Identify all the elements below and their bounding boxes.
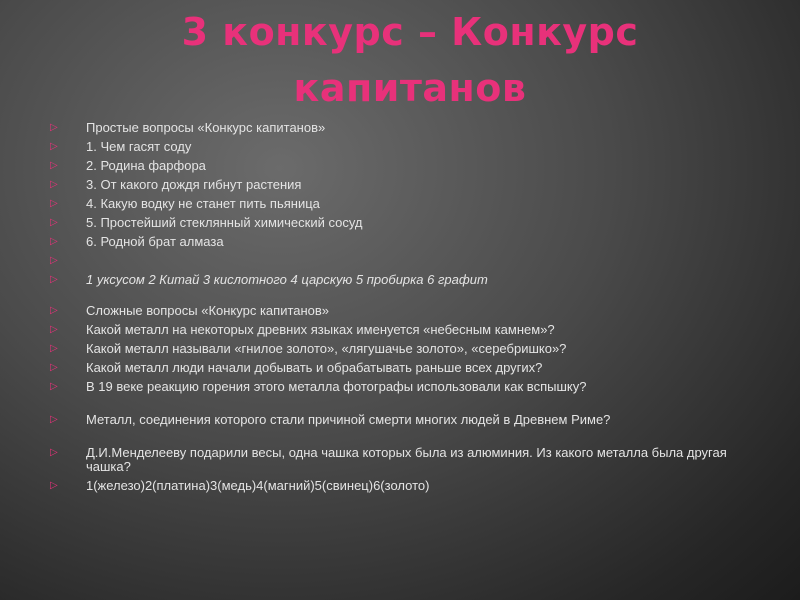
item-text: В 19 веке реакцию горения этого металла фотографы использовали как вспышку? [86,379,587,394]
triangle-bullet-icon: ▷ [50,274,58,285]
item-text: Какой металл на некоторых древних языках именуется «небесным камнем»? [86,322,555,337]
answers-simple-text: 1 уксусом 2 Китай 3 кислотного 4 царскую 5 пробирка 6 графит [86,272,488,287]
list-item-empty [48,254,738,273]
list-item [48,178,738,197]
triangle-bullet-icon: ▷ [50,480,58,491]
triangle-bullet-icon: ▷ [50,305,58,316]
list-item [48,235,738,254]
item-text: Какой металл называли «гнилое золото», «лягушачье золото», «серебришко»? [86,341,567,356]
triangle-bullet-icon: ▷ [50,255,58,266]
list-item [48,323,738,342]
item-text: Металл, соединения которого стали причиной смерти многих людей в Древнем Риме? [86,412,611,427]
triangle-bullet-icon: ▷ [50,362,58,373]
list-item [48,304,738,323]
triangle-bullet-icon: ▷ [50,141,58,152]
item-text: Простые вопросы «Конкурс капитанов» [86,120,326,135]
list-item [48,413,738,446]
bullet-list [48,121,738,498]
triangle-bullet-icon: ▷ [50,122,58,133]
list-item [48,479,738,498]
triangle-bullet-icon: ▷ [50,381,58,392]
item-text: 2. Родина фарфора [86,158,206,173]
list-item [48,216,738,235]
list-item [48,361,738,380]
slide-title: 3 конкурс – Конкурс капитанов [181,10,639,110]
list-item [48,197,738,216]
list-item [48,159,738,178]
triangle-bullet-icon: ▷ [50,217,58,228]
answers-hard-text: 1(железо)2(платина)3(медь)4(магний)5(свинец)6(золото) [86,478,430,493]
list-item [48,342,738,361]
triangle-bullet-icon: ▷ [50,236,58,247]
item-text: 5. Простейший стеклянный химический сосуд [86,215,363,230]
list-item [48,446,738,479]
item-text: Сложные вопросы «Конкурс капитанов» [86,303,330,318]
triangle-bullet-icon: ▷ [50,324,58,335]
item-text: Д.И.Менделееву подарили весы, одна чашка которых была из алюминия. Из какого металла была другая чашка? [86,445,727,474]
triangle-bullet-icon: ▷ [50,160,58,171]
triangle-bullet-icon: ▷ [50,447,58,458]
item-text: 4. Какую водку не станет пить пьяница [86,196,320,211]
triangle-bullet-icon: ▷ [50,414,58,425]
item-text: 3. От какого дождя гибнут растения [86,177,302,192]
triangle-bullet-icon: ▷ [50,343,58,354]
triangle-bullet-icon: ▷ [50,198,58,209]
list-item [48,121,738,140]
list-item [48,380,738,413]
item-text: Какой металл люди начали добывать и обрабатывать раньше всех других? [86,360,543,375]
list-item [48,273,738,292]
triangle-bullet-icon: ▷ [50,179,58,190]
list-item [48,140,738,159]
item-text: 6. Родной брат алмаза [86,234,224,249]
item-text: 1. Чем гасят соду [86,139,192,154]
